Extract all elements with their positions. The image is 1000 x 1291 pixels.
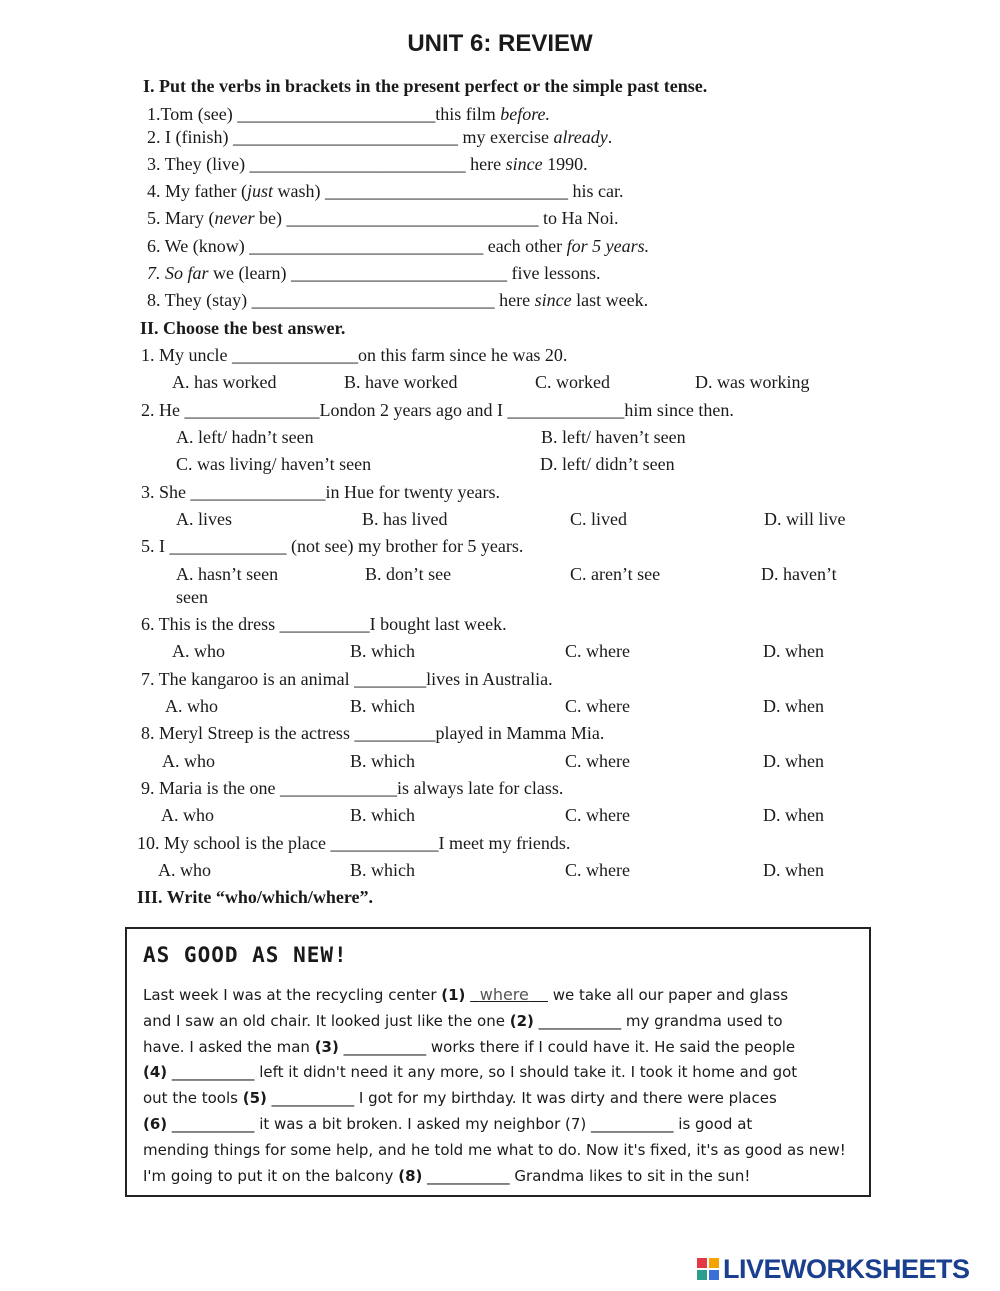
option-b[interactable]: B. don’t see — [365, 564, 452, 584]
passage-line-6: (6) ___________ it was a bit broken. I asked my neighbor (7) ___________ is good at — [143, 1115, 753, 1133]
question-3: 3. She _______________in Hue for twenty years. — [141, 482, 500, 502]
passage-line-5: out the tools (5) ___________ I got for my birthday. It was dirty and there were places — [143, 1089, 777, 1107]
question-5: 5. I _____________ (not see) my brother for 5 years. — [141, 536, 524, 556]
option-c[interactable]: C. where — [565, 641, 630, 661]
question-7: 7. The kangaroo is an animal ________lives in Australia. — [141, 669, 553, 689]
option-a[interactable]: A. who — [172, 641, 225, 661]
option-b[interactable]: B. which — [350, 641, 415, 661]
option-d[interactable]: D. haven’t — [761, 564, 837, 584]
option-b[interactable]: B. which — [350, 860, 415, 880]
answer-blank[interactable]: _________________________ — [232, 127, 458, 147]
option-b[interactable]: B. have worked — [344, 372, 458, 392]
option-c[interactable]: C. where — [565, 860, 630, 880]
option-a[interactable]: A. who — [161, 805, 214, 825]
option-a[interactable]: A. left/ hadn’t seen — [176, 427, 314, 447]
option-d[interactable]: D. when — [763, 860, 824, 880]
option-c[interactable]: C. where — [565, 696, 630, 716]
answer-blank[interactable]: ____________________________ — [286, 208, 539, 228]
option-c[interactable]: C. lived — [570, 509, 627, 529]
option-b[interactable]: B. which — [350, 696, 415, 716]
option-c[interactable]: C. where — [565, 805, 630, 825]
option-a[interactable]: A. has worked — [172, 372, 277, 392]
s1-item-7: 7. So far we (learn) ________________________ five lessons. — [147, 263, 601, 283]
question-2: 2. He _______________London 2 years ago and I _____________him since then. — [141, 400, 734, 420]
option-a[interactable]: A. who — [165, 696, 218, 716]
option-d[interactable]: D. left/ didn’t seen — [540, 454, 675, 474]
answer-blank[interactable]: ___________________________ — [324, 181, 568, 201]
option-a[interactable]: A. who — [158, 860, 211, 880]
option-d[interactable]: D. when — [763, 751, 824, 771]
option-c[interactable]: C. worked — [535, 372, 610, 392]
answer-blank[interactable]: ______________________ — [237, 104, 436, 124]
section-3-heading: III. Write “who/which/where”. — [137, 887, 374, 907]
liveworksheets-logo[interactable] — [697, 1254, 970, 1284]
option-a[interactable]: A. hasn’t seen — [176, 564, 279, 584]
answer-blank[interactable]: ___________________________ — [251, 290, 495, 310]
option-c[interactable]: C. was living/ haven’t seen — [176, 454, 372, 474]
option-b[interactable]: B. which — [350, 751, 415, 771]
question-8: 8. Meryl Streep is the actress _________played in Mamma Mia. — [141, 723, 605, 743]
logo-text: LIVEWORKSHEETS — [723, 1253, 970, 1284]
option-b[interactable]: B. has lived — [362, 509, 448, 529]
option-d[interactable]: D. when — [763, 641, 824, 661]
option-a[interactable]: A. lives — [176, 509, 232, 529]
option-b[interactable]: B. left/ haven’t seen — [541, 427, 686, 447]
s1-item-4: 4. My father (just wash) ___________________________ his car. — [147, 181, 624, 201]
passage-line-8: I'm going to put it on the balcony (8) ___________ Grandma likes to sit in the sun! — [143, 1167, 751, 1185]
question-10: 10. My school is the place ____________I meet my friends. — [137, 833, 571, 853]
answer-blank[interactable]: __________________________ — [249, 236, 484, 256]
option-a[interactable]: A. who — [162, 751, 215, 771]
question-1: 1. My uncle ______________on this farm since he was 20. — [141, 345, 568, 365]
option-d[interactable]: D. when — [763, 805, 824, 825]
option-d[interactable]: D. was working — [695, 372, 810, 392]
s1-item-3: 3. They (live) ________________________ here since 1990. — [147, 154, 588, 174]
question-6: 6. This is the dress __________I bought last week. — [141, 614, 507, 634]
s1-item-8: 8. They (stay) ___________________________ here since last week. — [147, 290, 649, 310]
logo-squares-icon — [697, 1258, 719, 1280]
s1-item-2: 2. I (finish) _________________________ my exercise already. — [147, 127, 613, 147]
option-d-continued: seen — [176, 587, 208, 607]
passage-line-7: mending things for some help, and he told me what to do. Now it's fixed, it's as good as new! — [143, 1141, 846, 1159]
s1-item-5: 5. Mary (never be) ____________________________ to Ha Noi. — [147, 208, 619, 228]
passage-line-2: and I saw an old chair. It looked just like the one (2) ___________ my grandma used to — [143, 1012, 783, 1030]
option-b[interactable]: B. which — [350, 805, 415, 825]
s1-item-1: 1.Tom (see) ______________________this film before. — [147, 104, 551, 124]
option-d[interactable]: D. when — [763, 696, 824, 716]
answer-blank[interactable]: ________________________ — [290, 263, 507, 283]
option-d[interactable]: D. will live — [764, 509, 846, 529]
section-2-heading: II. Choose the best answer. — [140, 318, 346, 338]
reading-passage-box — [125, 927, 871, 1197]
passage-line-3: have. I asked the man (3) ___________ works there if I could have it. He said the people — [143, 1038, 796, 1056]
page-title: UNIT 6: REVIEW — [407, 30, 593, 57]
answer-blank-1[interactable]: where — [479, 985, 529, 1004]
section-1-heading: I. Put the verbs in brackets in the present perfect or the simple past tense. — [143, 76, 708, 96]
answer-blank[interactable]: ________________________ — [249, 154, 466, 174]
passage-line-1: Last week I was at the recycling center (1) where we take all our paper and glass — [143, 985, 789, 1004]
question-9: 9. Maria is the one _____________is always late for class. — [141, 778, 564, 798]
option-c[interactable]: C. aren’t see — [570, 564, 661, 584]
s1-item-6: 6. We (know) __________________________ each other for 5 years. — [147, 236, 650, 256]
passage-line-4: (4) ___________ left it didn't need it any more, so I should take it. I took it home and got — [143, 1063, 798, 1081]
option-c[interactable]: C. where — [565, 751, 630, 771]
passage-title: AS GOOD AS NEW! — [143, 943, 348, 967]
